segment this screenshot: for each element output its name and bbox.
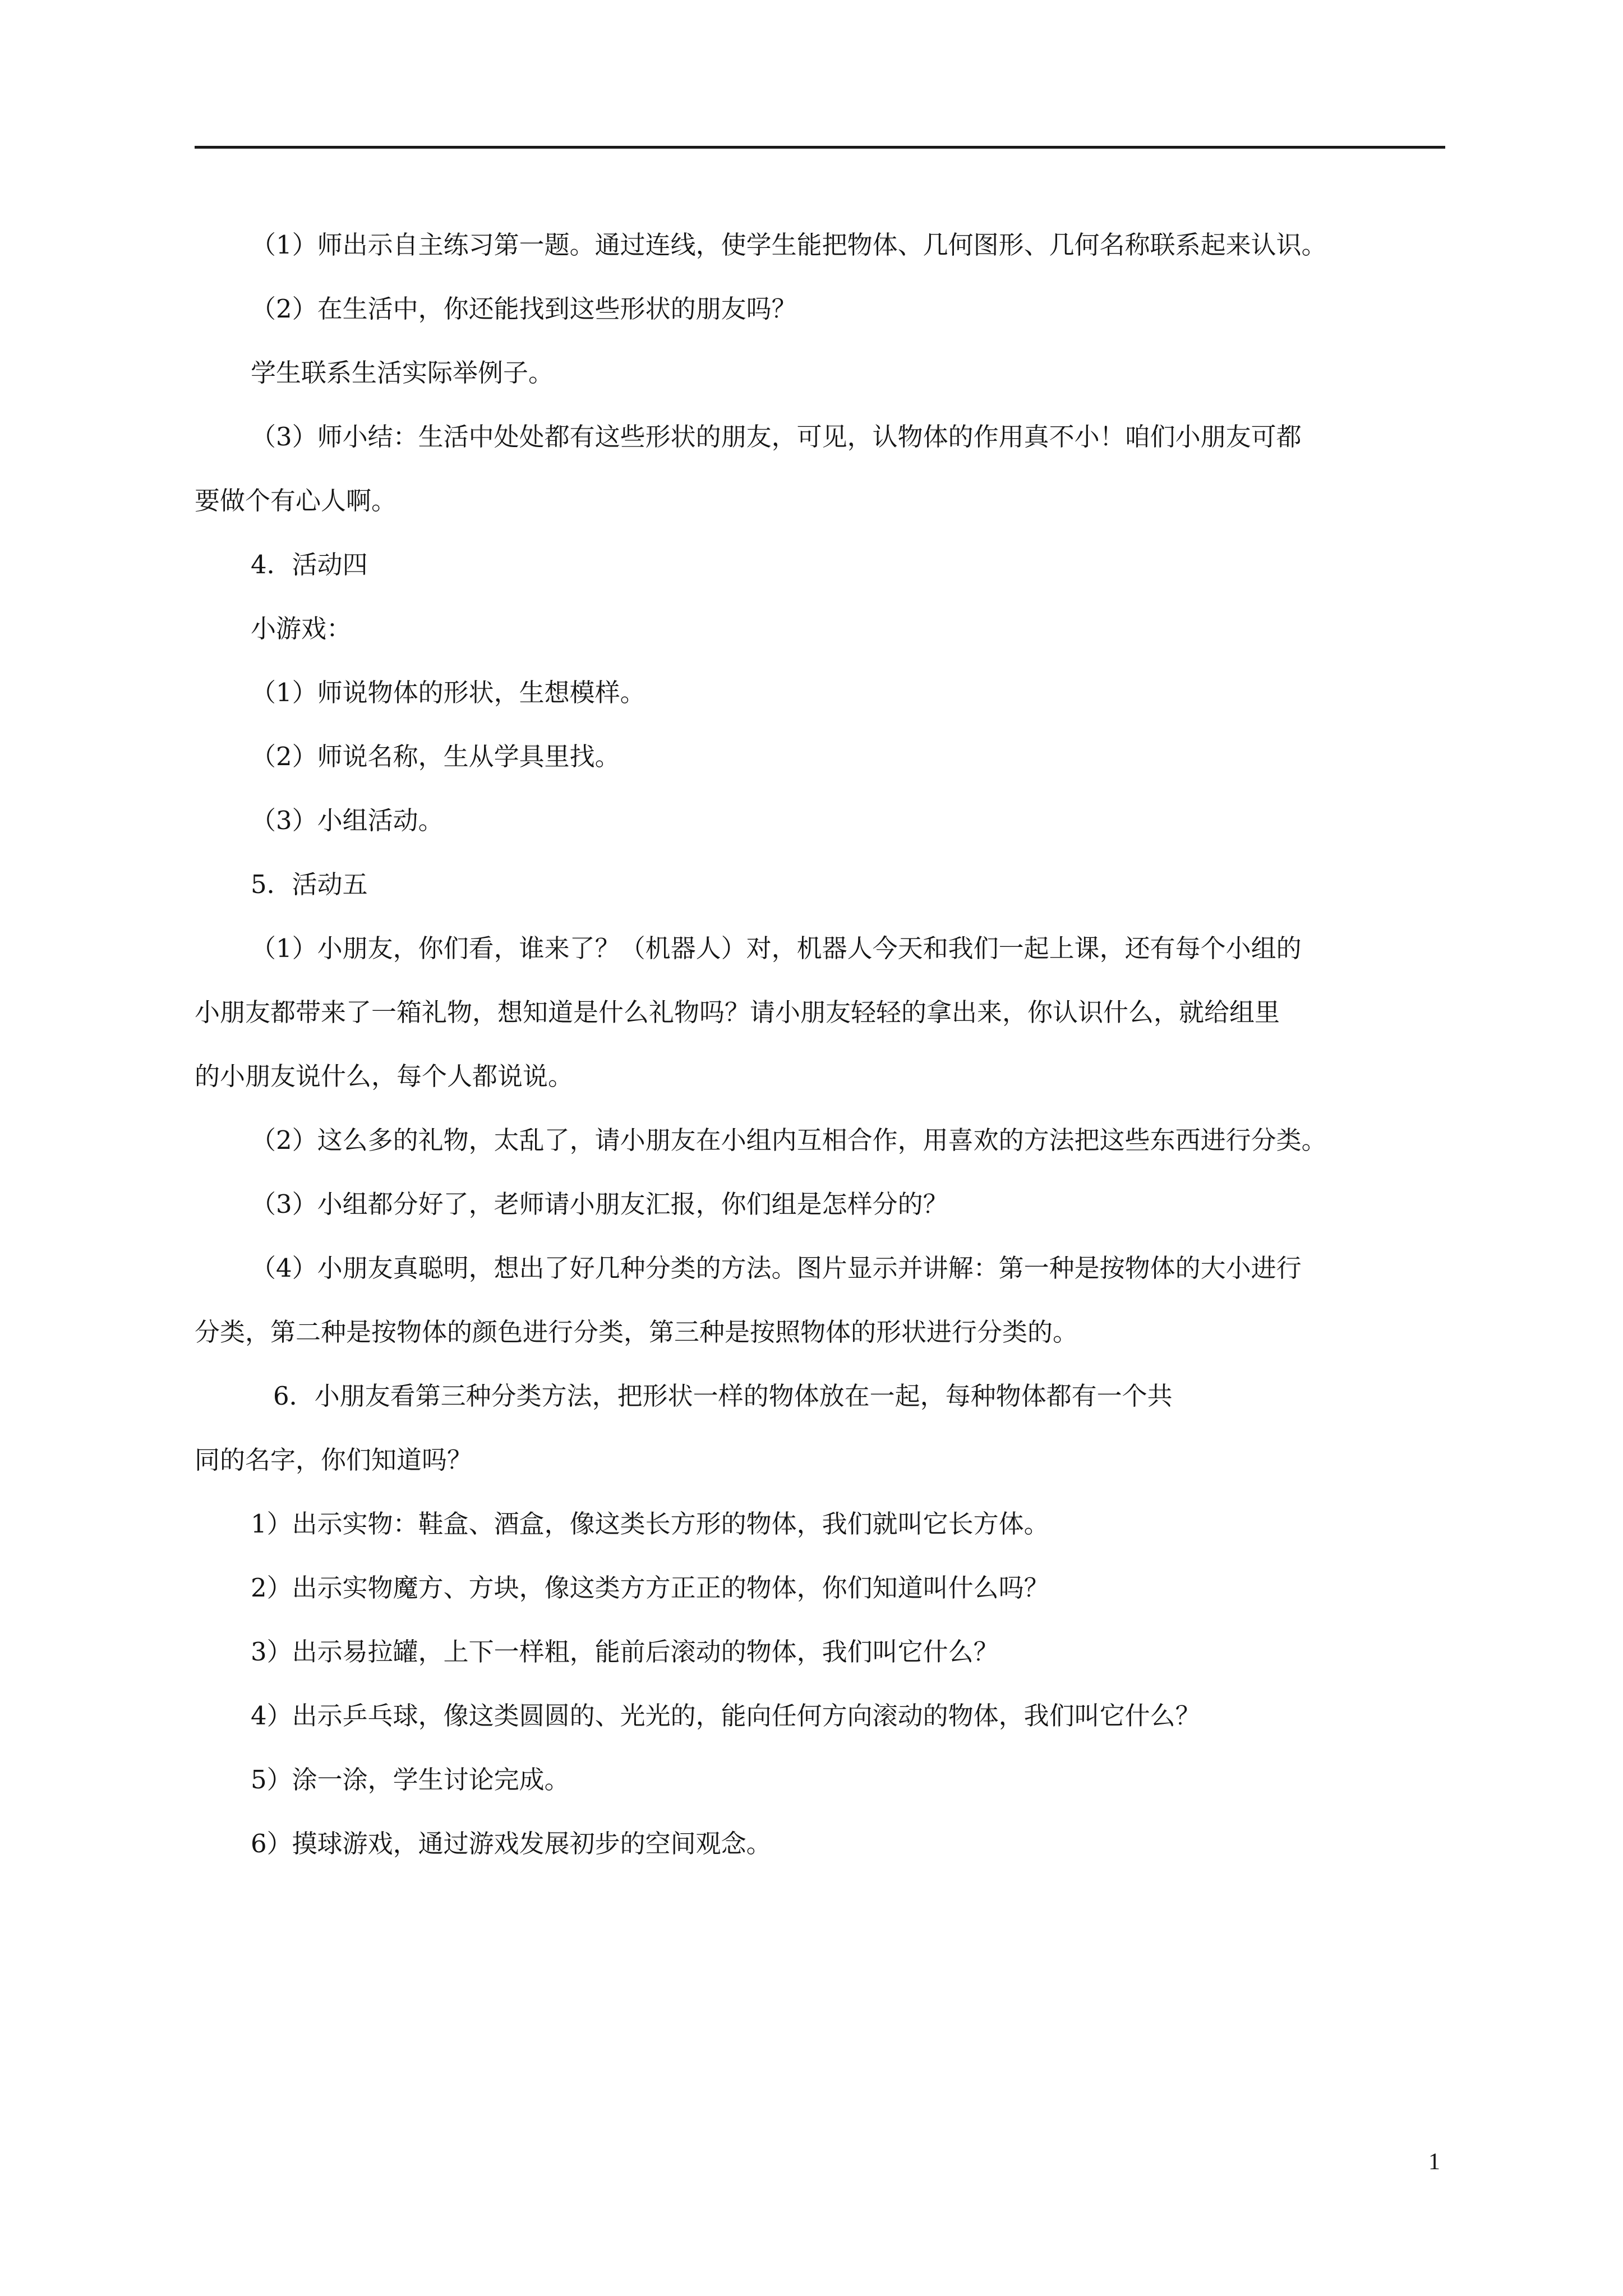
paragraph-4: （3）师小结：生活中处处都有这些形状的朋友，可见，认物体的作用真不小！咱们小朋友可都: [251, 422, 1302, 452]
list-item-1: 1）出示实物：鞋盒、酒盒，像这类长方形的物体，我们就叫它长方体。: [251, 1509, 1049, 1539]
header-rule: [195, 146, 1445, 149]
paragraph-7: 小游戏：: [251, 614, 352, 643]
list-item-2: 2）出示实物魔方、方块，像这类方方正正的物体，你们知道叫什么吗？: [251, 1573, 1049, 1603]
section-heading-6: 6．小朋友看第三种分类方法，把形状一样的物体放在一起，每种物体都有一个共: [273, 1381, 1173, 1411]
paragraph-10: （3）小组活动。: [251, 806, 444, 835]
paragraph-13: 小朋友都带来了一箱礼物，想知道是什么礼物吗？请小朋友轻轻的拿出来，你认识什么，就给组里: [195, 997, 1280, 1027]
section-heading-activity-5: 5．活动五: [251, 869, 368, 899]
paragraph-5: 要做个有心人啊。: [195, 486, 397, 516]
paragraph-18: 分类，第二种是按物体的颜色进行分类，第三种是按照物体的形状进行分类的。: [195, 1317, 1078, 1347]
list-item-5: 5）涂一涂，学生讨论完成。: [251, 1765, 570, 1795]
paragraph-20: 同的名字，你们知道吗？: [195, 1445, 473, 1475]
paragraph-8: （1）师说物体的形状，生想模样。: [251, 678, 645, 707]
paragraph-17: （4）小朋友真聪明，想出了好几种分类的方法。图片显示并讲解：第一种是按物体的大小进行: [251, 1253, 1302, 1283]
paragraph-16: （3）小组都分好了，老师请小朋友汇报，你们组是怎样分的？: [251, 1189, 948, 1219]
page-number: 1: [1428, 2149, 1440, 2175]
paragraph-12: （1）小朋友，你们看，谁来了？（机器人）对，机器人今天和我们一起上课，还有每个小组的: [251, 933, 1302, 963]
list-item-4: 4）出示乒乓球，像这类圆圆的、光光的，能向任何方向滚动的物体，我们叫它什么？: [251, 1701, 1201, 1731]
paragraph-9: （2）师说名称，生从学具里找。: [251, 742, 620, 771]
list-item-6: 6）摸球游戏，通过游戏发展初步的空间观念。: [251, 1829, 772, 1858]
paragraph-3: 学生联系生活实际举例子。: [251, 358, 554, 388]
list-item-3: 3）出示易拉罐，上下一样粗，能前后滚动的物体，我们叫它什么？: [251, 1637, 999, 1667]
paragraph-2: （2）在生活中，你还能找到这些形状的朋友吗？: [251, 294, 797, 324]
paragraph-15: （2）这么多的礼物，太乱了，请小朋友在小组内互相合作，用喜欢的方法把这些东西进行分类。: [251, 1125, 1327, 1155]
document-body: [195, 213, 1445, 1876]
paragraph-1: （1）师出示自主练习第一题。通过连线，使学生能把物体、几何图形、几何名称联系起来认识。: [251, 230, 1327, 260]
section-heading-activity-4: 4．活动四: [251, 550, 368, 579]
paragraph-14: 的小朋友说什么，每个人都说说。: [195, 1061, 574, 1091]
